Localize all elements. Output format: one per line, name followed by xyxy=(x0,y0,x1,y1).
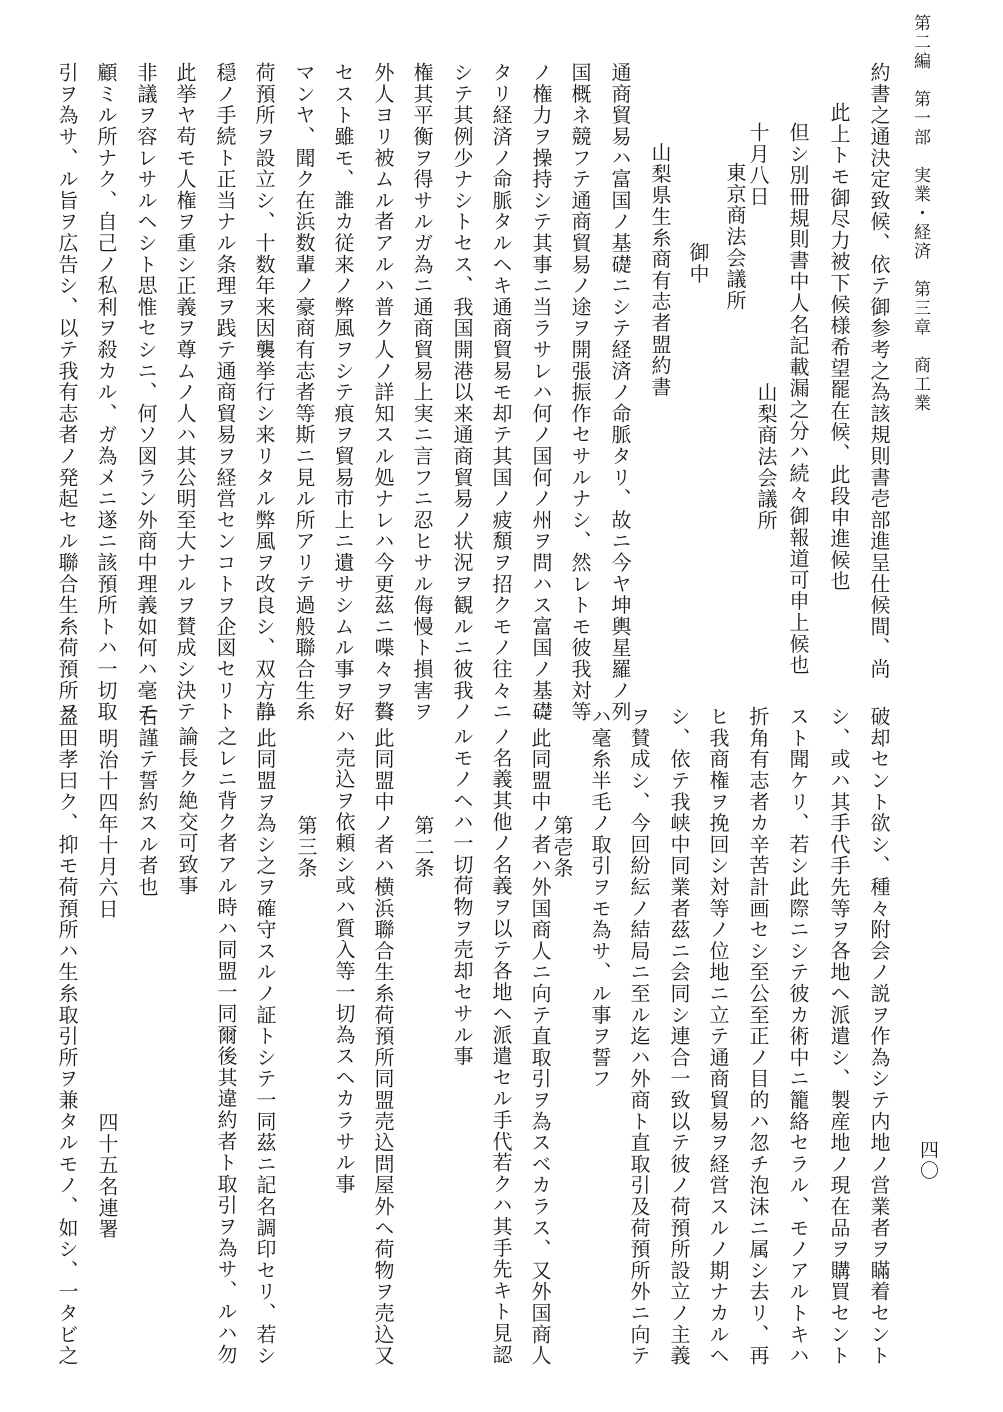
lower-text-column-13: 第二条 xyxy=(411,815,435,879)
upper-text-column-11: ノ権力ヲ操持シテ其事ニ当ラサレハ何ノ国何ノ州ヲ問ハス富国ノ基礎 xyxy=(529,62,553,723)
upper-text-column-14: 権其平衡ヲ得サルガ為ニ通商貿易上実ニ言フニ忍ヒサル侮慢ト損害ヲ xyxy=(410,62,434,723)
lower-text-column-15: ハ売込ヲ依頼シ或ハ質入等一切為スヘカラサル事 xyxy=(332,726,356,1195)
lower-text-column-5: ヒ我商権ヲ挽回シ対等ノ位地ニ立テ通商貿易ヲ経営スルノ期ナカルヘ xyxy=(706,706,730,1367)
lower-text-column-2: シ、或ハ其手代手先等ヲ各地ヘ派遣シ、製産地ノ現在品ヲ購買セント xyxy=(827,706,851,1367)
lower-text-column-7: ヲ賛成シ、今回紛紜ノ結局ニ至ル迄ハ外商ト直取引及荷預所外ニ向テ xyxy=(627,706,651,1367)
upper-text-column-16: セスト雖モ、誰カ従来ノ弊風ヲシテ痕ヲ貿易市上ニ遺サシムル事ヲ好 xyxy=(331,62,355,723)
lower-text-column-9: 第壱条 xyxy=(550,815,574,879)
upper-text-column-12: タリ経済ノ命脈タルヘキ通商貿易モ却テ其国ノ疲頽ヲ招クモノ往々ニ xyxy=(489,62,513,723)
upper-text-column-3: 但シ別冊規則書中人名記載漏之分ハ続々御報道可申上候也 xyxy=(786,122,810,676)
lower-text-column-6: シ、依テ我峡中同業者茲ニ会同シ連合一致以テ彼ノ荷預所設立ノ主義 xyxy=(667,706,691,1367)
lower-text-column-17: 一此同盟ヲ為シ之ヲ確守スルノ証トシテ一同茲ニ記名調印セリ、若シ xyxy=(253,706,277,1367)
lower-text-column-22: 四十五名連署 xyxy=(95,1112,119,1240)
lower-text-column-21: 明治十四年十月六日 xyxy=(95,728,119,920)
upper-text-column-10: 国概ネ競フテ通商貿易ノ途ヲ開張振作セサルナシ、然レトモ彼我対等 xyxy=(568,62,592,723)
upper-text-column-17: マンヤ、聞ク在浜数輩ノ豪商有志者等斯ニ見ル所アリテ過般聯合生糸 xyxy=(292,62,316,723)
upper-text-column-21: 非議ヲ容レサルヘシト思惟セシニ、何ソ図ラン外商中理義如何ハ毫モ xyxy=(134,62,158,723)
lower-text-column-23: 益田孝曰ク、抑モ荷預所ハ生糸取引所ヲ兼タルモノ、如シ、一タビ之 xyxy=(55,706,79,1367)
upper-text-column-20: 此挙ヤ苟モ人権ヲ重シ正義ヲ尊ムノ人ハ其公明至大ナルヲ賛成シ決テ xyxy=(173,62,197,723)
lower-text-column-11: ノ名義其他ノ名義ヲ以テ各地ヘ派遣セル手代若クハ其手先キト見認 xyxy=(489,726,513,1365)
lower-text-column-16: 第三条 xyxy=(294,815,318,879)
running-header: 第二編 第一部 実業・経済 第三章 商工業 xyxy=(910,14,930,413)
upper-text-column-2: 此上トモ御尽力被下候様希望罷在候、此段申進候也 xyxy=(827,102,851,592)
lower-text-column-14: 一此同盟中ノ者ハ横浜聯合生糸荷預所同盟売込問屋外ヘ荷物ヲ売込又 xyxy=(371,706,395,1367)
lower-text-column-4: 折角有志者カ辛苦計画セシ至公至正ノ目的ハ忽チ泡沫ニ属シ去リ、再 xyxy=(746,706,770,1367)
upper-text-column-6: 東京商法会議所 xyxy=(723,162,747,312)
upper-text-column-15: 外人ヨリ被ムル者アルハ普ク人ノ詳知スル処ナレハ今更茲ニ喋々ヲ贅 xyxy=(371,62,395,723)
upper-text-column-13: シテ其例少ナシトセス、我国開港以来通商貿易ノ状況ヲ観ルニ彼我ノ xyxy=(450,62,474,723)
upper-text-column-18: 荷預所ヲ設立シ、十数年来因襲挙行シ来リタル弊風ヲ改良シ、双方静 xyxy=(252,62,276,723)
lower-text-column-8: ハ毫糸半毛ノ取引ヲモ為サ、ル事ヲ誓フ xyxy=(588,706,612,1090)
upper-text-column-9: 通商貿易ハ富国ノ基礎ニシテ経済ノ命脈タリ、故ニ今ヤ坤輿星羅ノ列 xyxy=(608,62,632,723)
upper-text-column-7: 御中 xyxy=(686,242,710,285)
lower-text-column-3: スト聞ケリ、若シ此際ニシテ彼カ術中ニ籠絡セラル、モノアルトキハ xyxy=(786,706,810,1367)
upper-text-column-22: 顧ミル所ナク、自己ノ私利ヲ殺カル、ガ為メニ遂ニ該預所トハ一切取 xyxy=(94,62,118,723)
lower-text-column-12: ルモノヘハ一切荷物ヲ売却セサル事 xyxy=(450,726,474,1067)
upper-text-column-23: 引ヲ為サ、ル旨ヲ広告シ、以テ我有志者ノ発起セル聯合生糸荷預所ヲ xyxy=(55,62,79,723)
upper-text-column-1: 約書之通決定致候、依テ御参考之為該規則書壱部進呈仕候間、尚 xyxy=(867,62,891,680)
lower-text-column-10: 一此同盟中ノ者ハ外国商人ニ向テ直取引ヲ為スベカラス、又外国商人 xyxy=(528,706,552,1367)
lower-text-column-20: 右謹テ誓約スル者也 xyxy=(135,706,159,898)
lower-text-column-1: 破却セント欲シ、種々附会ノ説ヲ作為シテ内地ノ営業者ヲ瞞着セント xyxy=(867,706,891,1367)
upper-text-column-8: 山梨県生糸商有志者盟約書 xyxy=(648,142,672,398)
upper-text-column-5: 山梨商法会議所 xyxy=(754,382,778,532)
upper-text-column-4: 十月八日 xyxy=(746,122,770,208)
lower-text-column-19: 論長ク絶交可致事 xyxy=(175,726,199,897)
page-number: 四〇 xyxy=(917,1140,939,1181)
lower-text-column-18: 之レニ背ク者アル時ハ同盟一同爾後其違約者ト取引ヲ為サ、ルハ勿 xyxy=(214,726,238,1365)
upper-text-column-19: 穏ノ手続ト正当ナル条理ヲ践テ通商貿易ヲ経営センコトヲ企図セリト xyxy=(213,62,237,723)
